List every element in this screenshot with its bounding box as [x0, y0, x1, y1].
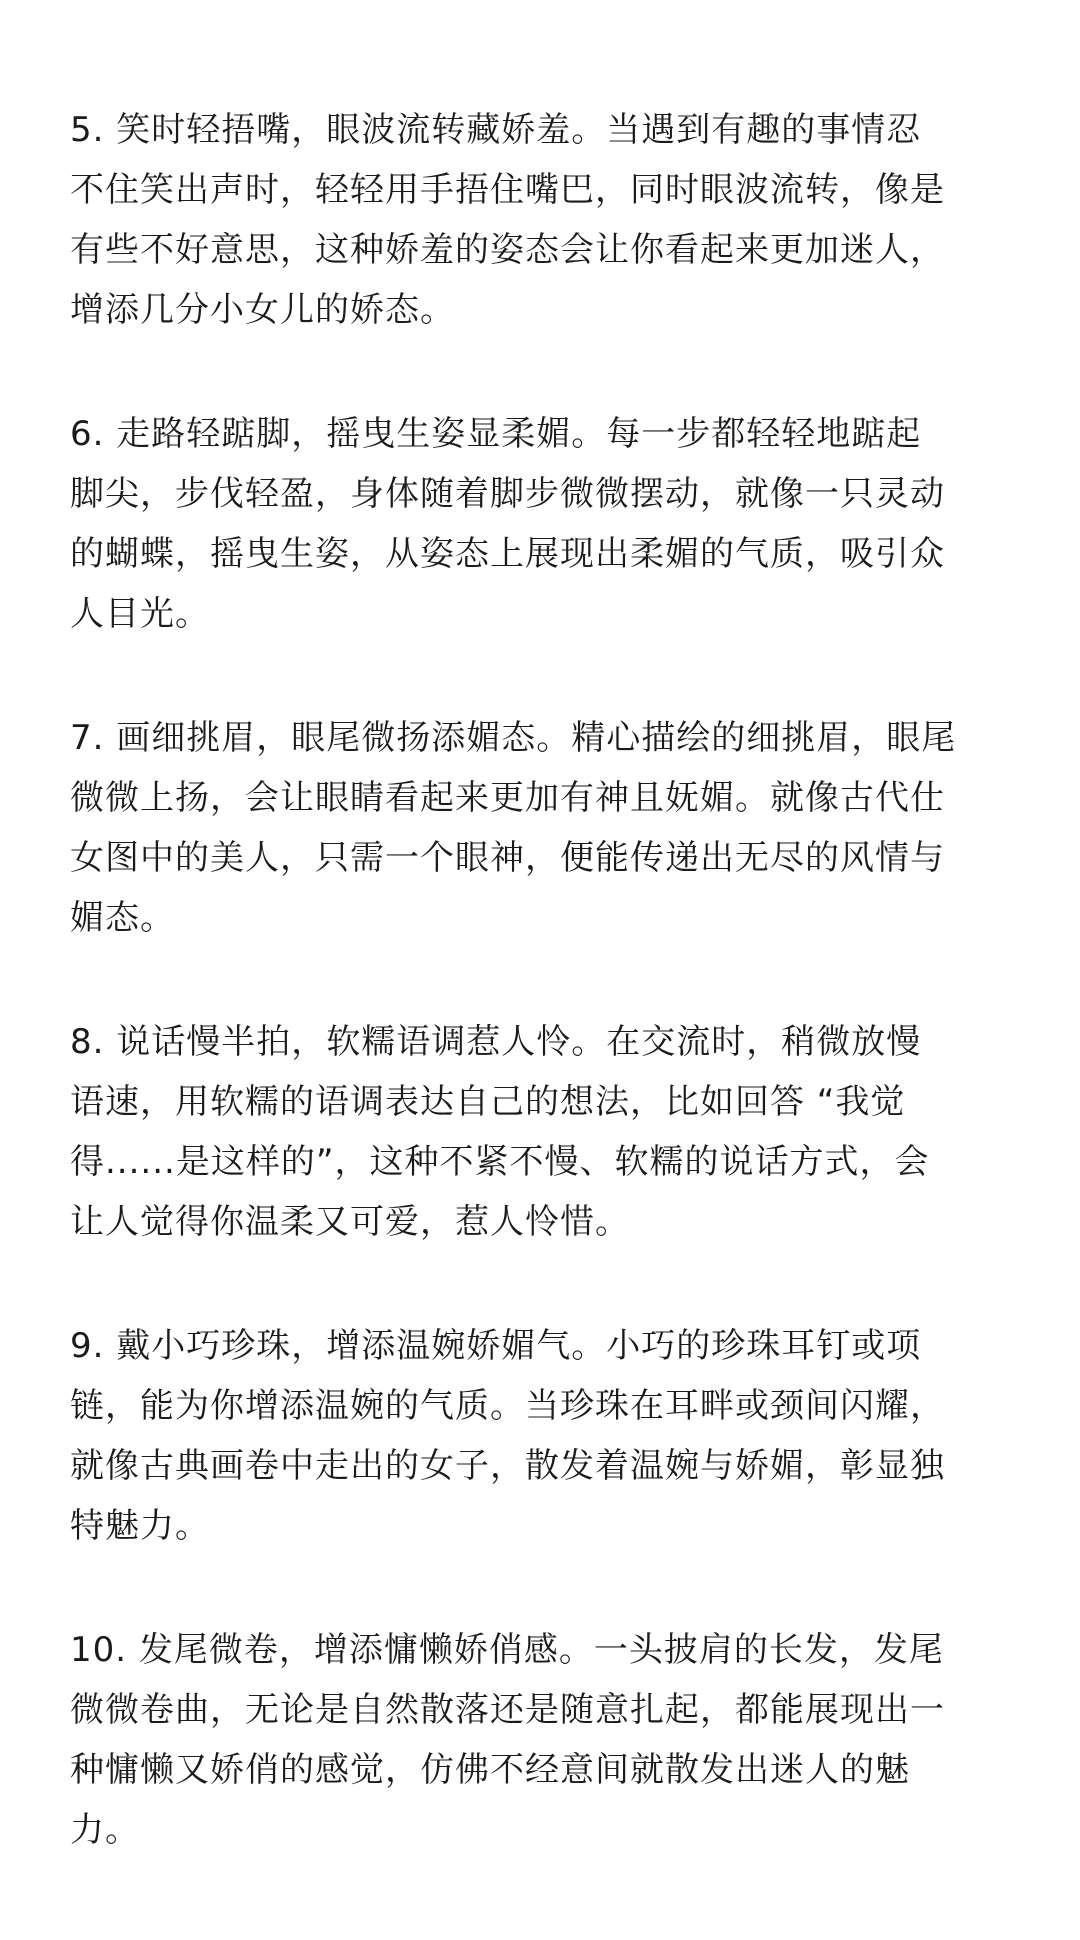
text-line: 脚尖，步伐轻盈，身体随着脚步微微摆动，就像一只灵动 [70, 474, 945, 514]
text-line: 力。 [70, 1810, 140, 1850]
text-line: 6. 走路轻踮脚，摇曳生姿显柔媚。每一步都轻轻地踮起 [70, 414, 922, 454]
text-line: 人目光。 [70, 594, 210, 634]
text-line: 媚态。 [70, 898, 175, 938]
text-line: 7. 画细挑眉，眼尾微扬添媚态。精心描绘的细挑眉，眼尾 [70, 718, 957, 758]
tip-paragraph-10 [70, 1620, 1020, 1860]
tip-paragraph-5 [70, 100, 1020, 340]
text-line: 有些不好意思，这种娇羞的姿态会让你看起来更加迷人， [70, 230, 945, 270]
text-line: 微微卷曲，无论是自然散落还是随意扎起，都能展现出一 [70, 1690, 945, 1730]
tip-paragraph-8 [70, 1012, 1020, 1252]
text-line: 不住笑出声时，轻轻用手捂住嘴巴，同时眼波流转，像是 [70, 170, 945, 210]
text-line: 5. 笑时轻捂嘴，眼波流转藏娇羞。当遇到有趣的事情忍 [70, 110, 922, 150]
text-line: 种慵懒又娇俏的感觉，仿佛不经意间就散发出迷人的魅 [70, 1750, 910, 1790]
text-line: 的蝴蝶，摇曳生姿，从姿态上展现出柔媚的气质，吸引众 [70, 534, 945, 574]
text-line: 语速，用软糯的语调表达自己的想法，比如回答 “我觉 [70, 1082, 906, 1122]
text-line: 就像古典画卷中走出的女子，散发着温婉与娇媚，彰显独 [70, 1446, 945, 1486]
text-line: 女图中的美人，只需一个眼神，便能传递出无尽的风情与 [70, 838, 945, 878]
tip-paragraph-7 [70, 708, 1020, 948]
text-line: 让人觉得你温柔又可爱，惹人怜惜。 [70, 1202, 630, 1242]
text-line: 特魅力。 [70, 1506, 210, 1546]
text-line: 链，能为你增添温婉的气质。当珍珠在耳畔或颈间闪耀， [70, 1386, 945, 1426]
text-line: 微微上扬，会让眼睛看起来更加有神且妩媚。就像古代仕 [70, 778, 945, 818]
tip-paragraph-6 [70, 404, 1020, 644]
text-line: 8. 说话慢半拍，软糯语调惹人怜。在交流时，稍微放慢 [70, 1022, 922, 1062]
text-line: 得......是这样的”，这种不紧不慢、软糯的说话方式，会 [70, 1142, 930, 1182]
text-line: 9. 戴小巧珍珠，增添温婉娇媚气。小巧的珍珠耳钉或项 [70, 1326, 922, 1366]
tip-paragraph-9 [70, 1316, 1020, 1556]
text-line: 10. 发尾微卷，增添慵懒娇俏感。一头披肩的长发，发尾 [70, 1630, 944, 1670]
text-line: 增添几分小女儿的娇态。 [70, 290, 455, 330]
